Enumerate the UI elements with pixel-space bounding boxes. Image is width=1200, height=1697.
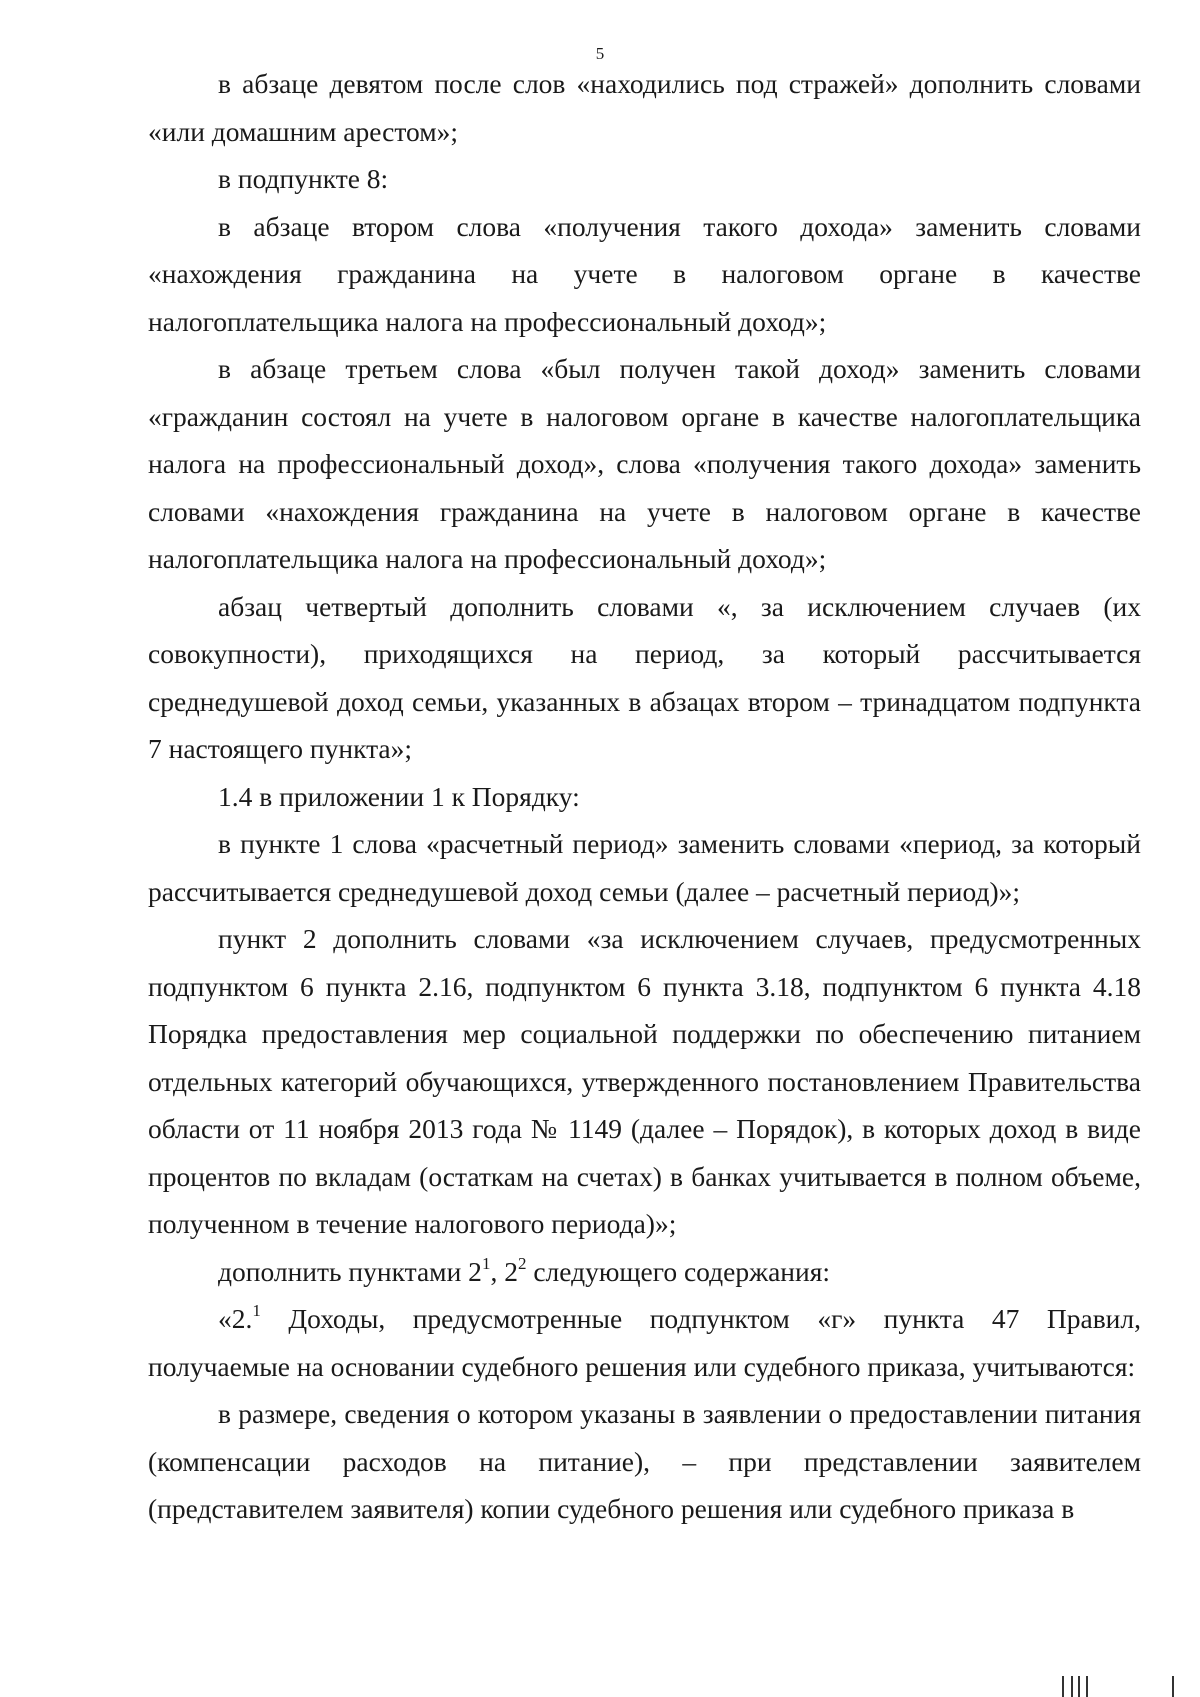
- paragraph-subpoint-8: в подпункте 8:: [218, 163, 389, 194]
- supplement-prefix: дополнить пунктами 2: [218, 1255, 482, 1287]
- supplement-suffix: следующего содержания:: [526, 1255, 831, 1287]
- paragraph-point-1: в пункте 1 слова «расчетный период» заменить словами «период, за который рассчитывается среднедушевой доход семьи (далее – расчетный период)»;: [148, 828, 1141, 907]
- paragraph-point-2: пункт 2 дополнить словами «за исключением случаев, предусмотренных подпунктом 6 пункта 2.16, подпунктом 6 пункта 3.18, подпунктом 6 пункта 4.18 Порядка предоставления мер социальной поддержки по обеспечению питанием отдельных категорий обучающихся, утвержденного постановлением Правительства области от 11 ноября 2013 года № 1149 (далее – Порядок), в которых доход в виде процентов по вкладам (остаткам на счетах) в банках учитывается в полном объеме, полученном в течение налогового периода)»;: [148, 923, 1141, 1239]
- paragraph-ninth-abzac: в абзаце девятом после слов «находились под стражей» дополнить словами «или домашним арестом»;: [148, 68, 1141, 147]
- paragraph-point-2-1: [148, 1295, 1141, 1390]
- paragraph-second-abzac: в абзаце втором слова «получения такого дохода» заменить словами «нахождения гражданина на учете в налоговом органе в качестве налогоплательщика налога на профессиональный доход»;: [148, 210, 1141, 337]
- supplement-sup-1: 1: [481, 1253, 491, 1273]
- point-2-1-sup: 1: [252, 1301, 261, 1320]
- paragraph-last: в размере, сведения о котором указаны в заявлении о предоставлении питания (компенсации расходов на питание), – при представлении заявителем (представителем заявителя) копии судебного решения или судебного приказа в: [148, 1398, 1141, 1524]
- paragraph-fourth-abzac: абзац четвертый дополнить словами «, за исключением случаев (их совокупности), приходящихся на период, за который рассчитывается среднедушевой доход семьи, указанных в абзацах втором – тринадцатом подпункта 7 настоящего пункта»;: [148, 590, 1141, 764]
- paragraph-third-abzac: в абзаце третьем слова «был получен такой доход» заменить словами «гражданин состоял на учете в налоговом органе в качестве налогоплательщика налога на профессиональный доход», слова «получения такого дохода» заменить словами «нахождения гражданина на учете в налоговом органе в качестве налогоплательщика налога на профессиональный доход»;: [148, 353, 1141, 574]
- point-2-1-prefix: «2.: [218, 1303, 253, 1334]
- point-2-1-text: Доходы, предусмотренные подпунктом «г» пункта 47 Правил, получаемые на основании судебного решения или судебного приказа, учитываются:: [148, 1303, 1141, 1382]
- supplement-comma: , 2: [490, 1255, 518, 1287]
- supplement-sup-2: 2: [517, 1253, 527, 1273]
- scan-marks: [1062, 1676, 1182, 1697]
- document-body: [148, 60, 1141, 1533]
- paragraph-appendix-1: 1.4 в приложении 1 к Порядку:: [218, 780, 580, 812]
- page-number: 5: [595, 44, 605, 63]
- paragraph-supplement: [148, 1248, 1141, 1296]
